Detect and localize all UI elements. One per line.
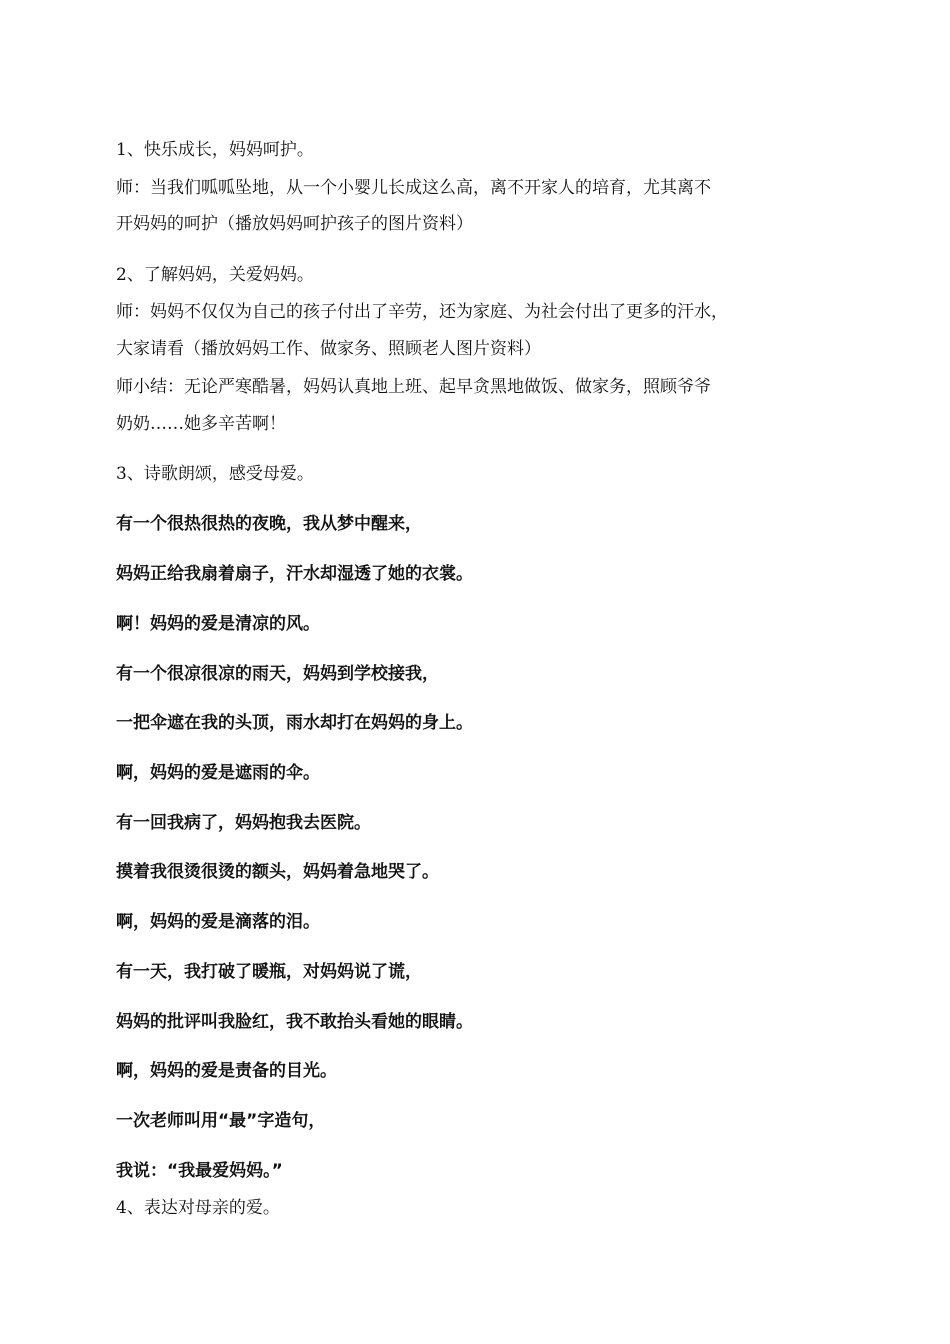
section-heading-2: 2、了解妈妈，关爱妈妈。 — [116, 265, 314, 285]
section-heading-3: 3、诗歌朗颂，感受母爱。 — [116, 464, 314, 484]
poem-line: 啊，妈妈的爱是责备的目光。 — [116, 1061, 337, 1081]
section-heading-1: 1、快乐成长，妈妈呵护。 — [116, 140, 314, 160]
teacher-line-2b: 大家请看（播放妈妈工作、做家务、照顾老人图片资料） — [116, 339, 541, 359]
poem-line: 一把伞遮在我的头顶，雨水却打在妈妈的身上。 — [116, 713, 473, 733]
poem-line: 妈妈正给我扇着扇子，汗水却湿透了她的衣裳。 — [116, 564, 473, 584]
poem-line: 一次老师叫用“最”字造句， — [116, 1111, 326, 1131]
poem-line: 啊，妈妈的爱是遮雨的伞。 — [116, 763, 320, 783]
teacher-line-1a: 师：当我们呱呱坠地，从一个小婴儿长成这么高，离不开家人的培育，尤其离不 — [116, 178, 711, 198]
poem-line: 有一个很热很热的夜晚，我从梦中醒来， — [116, 514, 422, 534]
teacher-line-2a: 师：妈妈不仅仅为自己的孩子付出了辛劳，还为家庭、为社会付出了更多的汗水， — [116, 302, 728, 322]
poem-line: 摸着我很烫很烫的额头，妈妈着急地哭了。 — [116, 862, 439, 882]
poem-line: 有一天，我打破了暖瓶，对妈妈说了谎， — [116, 962, 422, 982]
summary-line-b: 奶奶……她多辛苦啊！ — [116, 414, 286, 434]
poem-line: 啊！妈妈的爱是清凉的风。 — [116, 614, 320, 634]
teacher-line-1b: 开妈妈的呵护（播放妈妈呵护孩子的图片资料） — [116, 214, 473, 234]
poem-line: 啊，妈妈的爱是滴落的泪。 — [116, 912, 320, 932]
summary-line-a: 师小结：无论严寒酷暑，妈妈认真地上班、起早贪黑地做饭、做家务，照顾爷爷 — [116, 377, 711, 397]
poem-line: 有一回我病了，妈妈抱我去医院。 — [116, 813, 371, 833]
poem-line: 妈妈的批评叫我脸红，我不敢抬头看她的眼睛。 — [116, 1012, 473, 1032]
poem-line: 有一个很凉很凉的雨天，妈妈到学校接我， — [116, 664, 439, 684]
section-heading-4: 4、表达对母亲的爱。 — [116, 1198, 280, 1218]
poem-line: 我说：“我最爱妈妈。” — [116, 1161, 283, 1181]
